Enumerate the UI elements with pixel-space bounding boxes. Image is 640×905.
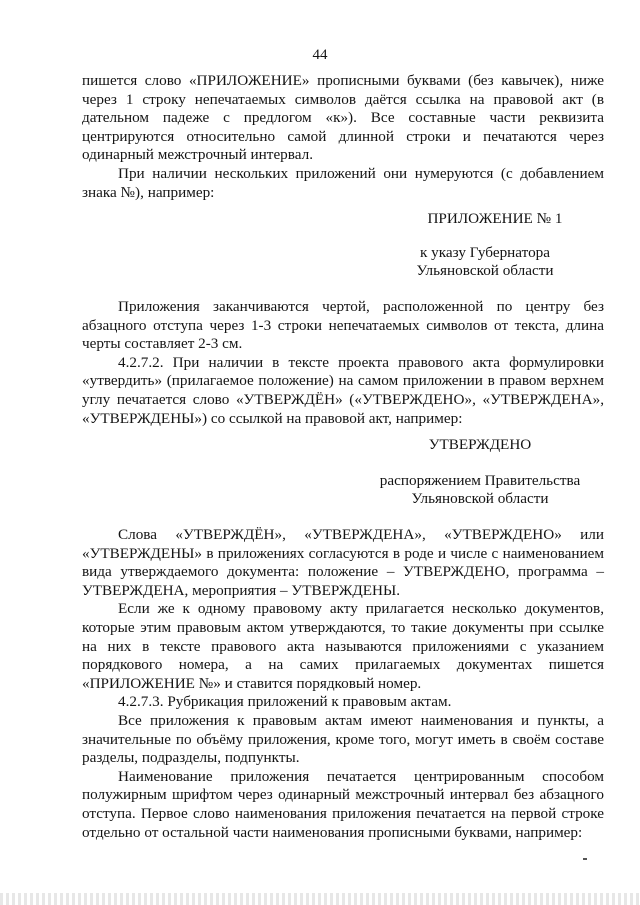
paragraph: 4.2.7.3. Рубрикация приложений к правовым актам. [118,693,452,711]
text-block-3 [82,526,604,842]
paragraph: Слова «УТВЕРЖДЁН», «УТВЕРЖДЕНА», «УТВЕРЖДЕНО» или «УТВЕРЖДЕНЫ» в приложениях согласуются в роде и числе с наименованием вида утверждаемого документа: положение – УТВЕРЖДЕНО, программа – УТВЕРЖДЕНА, мероприятия – УТВЕРЖДЕНЫ. [82,526,604,599]
example-approved-ref-line2: Ульяновской области [411,490,549,507]
paragraph: 4.2.7.2. При наличии в тексте проекта правового акта формулировки «утвердить» (прилагаемое положение) на самом приложении в правом верхнем углу печатается слово «УТВЕРЖДЁН» («УТВЕРЖДЕНО», «УТВЕРЖДЕНА», «УТВЕРЖДЕНЫ») со ссылкой на правовой акт, например: [82,353,604,427]
scan-bottom-edge [0,893,640,905]
text-block-1 [82,72,604,202]
paragraph: Если же к одному правовому акту прилагается несколько документов, которые этим правовым актом утверждаются, то такие документы при ссылке на них в тексте правового акта называются приложениями с указанием порядкового номера, а на самих прилагаемых документах пишется «ПРИЛОЖЕНИЕ №» и ставится порядковый номер. [82,600,604,692]
example-appendix-title: ПРИЛОЖЕНИЕ № 1 [427,210,563,227]
text-block-2 [82,298,604,428]
example-approved-title: УТВЕРЖДЕНО [428,436,532,453]
paragraph: Все приложения к правовым актам имеют наименования и пункты, а значительные по объёму приложения, кроме того, могут иметь в своём составе разделы, подразделы, подпункты. [82,711,604,767]
scan-speck [583,858,587,860]
example-approved-ref-line1: распоряжением Правительства [379,472,581,489]
paragraph: пишется слово «ПРИЛОЖЕНИЕ» прописными буквами (без кавычек), ниже через 1 строку непечатаемых символов даётся ссылка на правовой акт (в дательном падеже с предлогом «к»). Все составные части реквизита центрируются относительно самой длинной строки и печатаются через одинарный межстрочный интервал. [82,72,604,164]
paragraph: Наименование приложения печатается центрированным способом полужирным шрифтом через одинарный межстрочный интервал без абзацного отступа. Первое слово наименования приложения печатается на первой строке отдельно от остальной части наименования прописными буквами, например: [82,767,604,841]
paragraph: Приложения заканчиваются чертой, расположенной по центру без абзацного отступа через 1-3 строки непечатаемых символов от текста, длина черты составляет 2-3 см. [82,298,604,353]
paragraph: При наличии нескольких приложений они нумеруются (с добавлением знака №), например: [82,164,604,201]
page-number: 44 [312,47,328,63]
example-appendix-ref-line1: к указу Губернатора [419,244,551,261]
example-appendix-ref-line2: Ульяновской области [416,262,554,279]
